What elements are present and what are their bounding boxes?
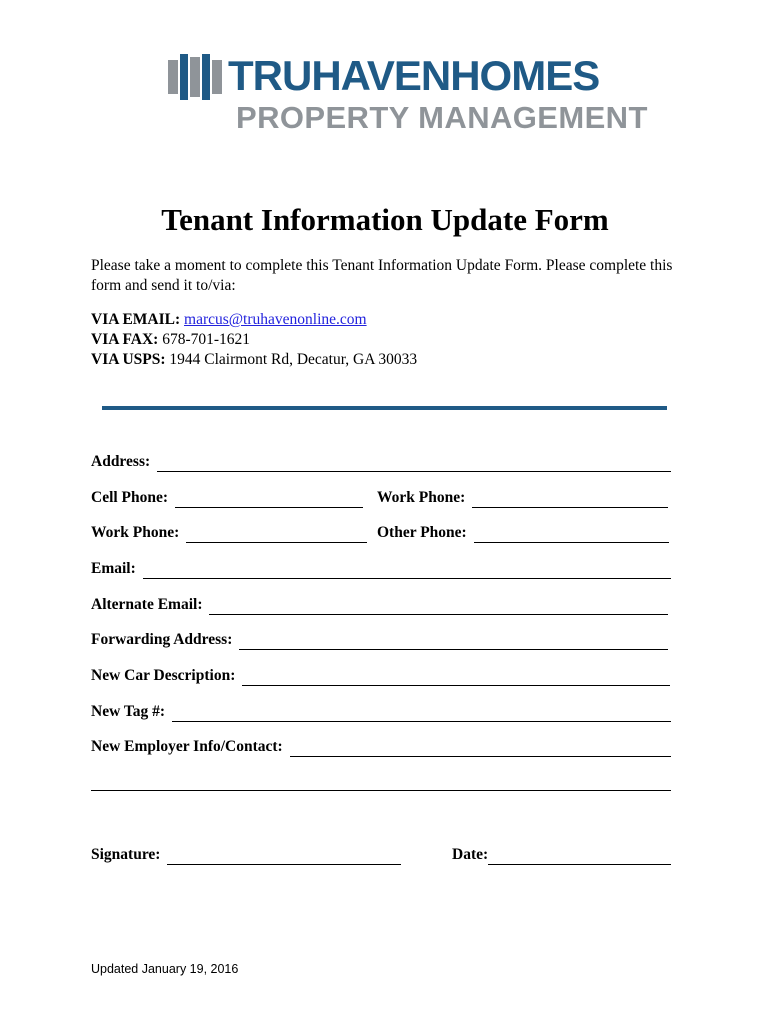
work-phone-field-1[interactable] — [377, 488, 668, 508]
address-row — [91, 452, 671, 474]
company-logo — [168, 52, 648, 138]
forwarding-address-line[interactable] — [239, 634, 668, 650]
fax-contact-line — [91, 330, 417, 350]
alternate-email-line[interactable] — [209, 599, 668, 615]
contact-info — [91, 310, 417, 370]
date-line[interactable] — [488, 849, 671, 865]
new-tag-label: New Tag #: — [91, 703, 166, 720]
date-field[interactable] — [452, 845, 671, 865]
usps-address: 1944 Clairmont Rd, Decatur, GA 30033 — [169, 351, 418, 368]
address-line[interactable] — [157, 456, 671, 472]
alternate-email-row — [91, 595, 671, 617]
signature-row — [91, 845, 671, 867]
alternate-email-field[interactable] — [91, 595, 668, 615]
phone-row-1 — [91, 488, 671, 510]
new-employer-field[interactable] — [91, 737, 671, 757]
other-phone-label: Other Phone: — [377, 524, 467, 541]
new-tag-line[interactable] — [172, 706, 671, 722]
other-phone-field[interactable] — [377, 523, 669, 543]
email-line[interactable] — [143, 563, 671, 579]
signature-field[interactable] — [91, 845, 401, 865]
cell-phone-label: Cell Phone: — [91, 489, 169, 506]
address-label: Address: — [91, 453, 151, 470]
fax-contact-label: VIA FAX: — [91, 331, 159, 348]
new-tag-field[interactable] — [91, 702, 671, 722]
work-phone-line-1[interactable] — [472, 492, 668, 508]
work-phone-label-2: Work Phone: — [91, 524, 180, 541]
brand-subtitle: PROPERTY MANAGEMENT — [236, 100, 648, 135]
intro-text: Please take a moment to complete this Tenant Information Update Form. Please complete this form and send it to/via: — [91, 257, 673, 294]
work-phone-label-1: Work Phone: — [377, 489, 466, 506]
date-label: Date: — [452, 846, 489, 863]
email-contact-line — [91, 310, 417, 330]
cell-phone-line[interactable] — [175, 492, 363, 508]
email-contact-label: VIA EMAIL: — [91, 311, 181, 328]
work-phone-field-2[interactable] — [91, 523, 367, 543]
cell-phone-field[interactable] — [91, 488, 363, 508]
signature-label: Signature: — [91, 846, 161, 863]
forwarding-address-label: Forwarding Address: — [91, 631, 233, 648]
forwarding-address-row — [91, 630, 671, 652]
email-row — [91, 559, 671, 581]
phone-row-2 — [91, 523, 671, 545]
new-car-description-label: New Car Description: — [91, 667, 236, 684]
new-car-description-field[interactable] — [91, 666, 670, 686]
form-title: Tenant Information Update Form — [161, 202, 609, 237]
email-label: Email: — [91, 560, 136, 577]
fax-number: 678-701-1621 — [162, 331, 251, 348]
new-employer-label: New Employer Info/Contact: — [91, 738, 283, 755]
footer-updated-date: Updated January 19, 2016 — [91, 962, 239, 976]
alternate-email-label: Alternate Email: — [91, 596, 203, 613]
continuation-line[interactable] — [91, 790, 671, 791]
address-field[interactable] — [91, 452, 671, 472]
brand-name: TRUHAVENHOMES — [228, 52, 600, 99]
usps-contact-line — [91, 350, 417, 370]
new-employer-line[interactable] — [290, 741, 671, 757]
other-phone-line[interactable] — [474, 527, 669, 543]
email-link[interactable]: marcus@truhavenonline.com — [184, 311, 367, 328]
building-logo-icon — [168, 54, 222, 100]
new-car-row — [91, 666, 671, 688]
new-car-description-line[interactable] — [242, 670, 670, 686]
work-phone-line-2[interactable] — [186, 527, 367, 543]
new-employer-row — [91, 737, 671, 759]
signature-line[interactable] — [167, 849, 401, 865]
section-divider — [102, 406, 667, 410]
new-tag-row — [91, 702, 671, 724]
usps-contact-label: VIA USPS: — [91, 351, 166, 368]
email-field[interactable] — [91, 559, 671, 579]
forwarding-address-field[interactable] — [91, 630, 668, 650]
